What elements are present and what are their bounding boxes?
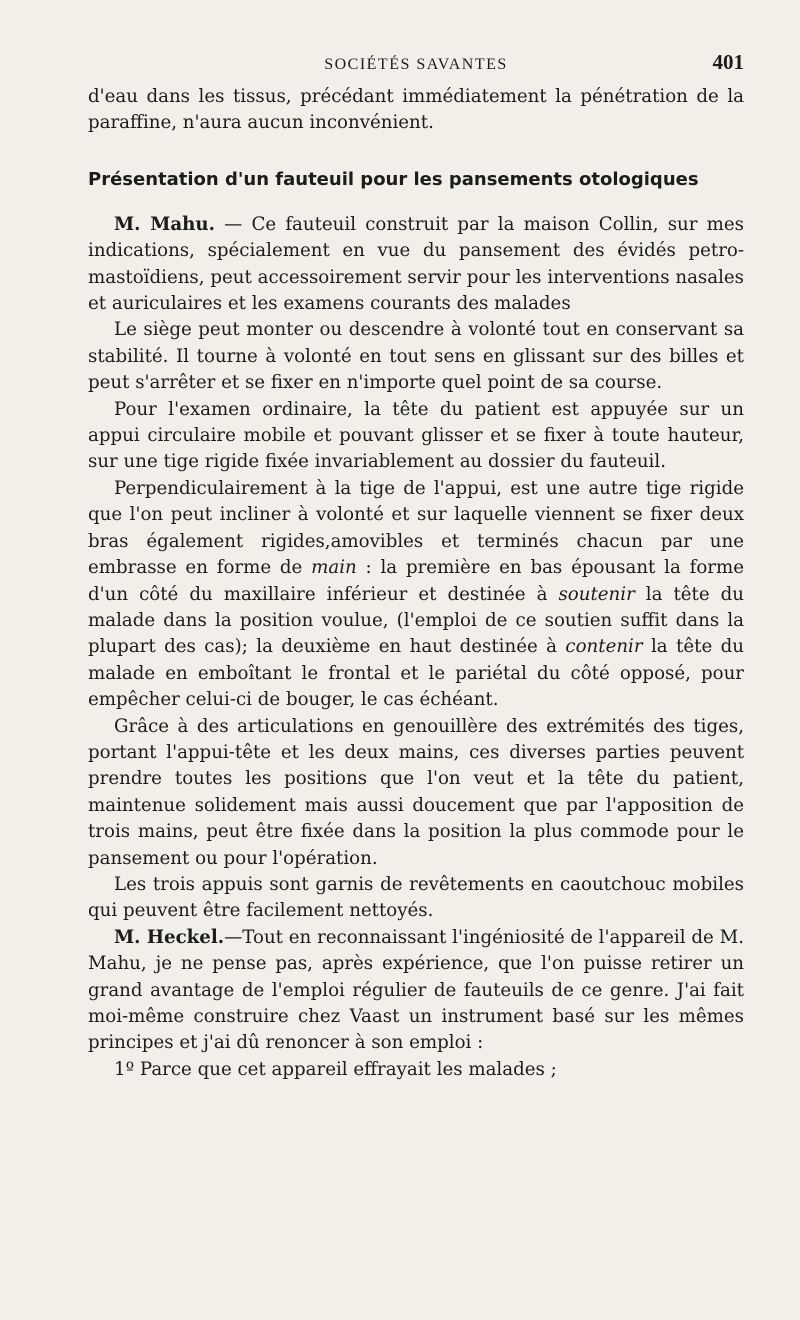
paragraph-exam: Pour l'examen ordinaire, la tête du patient est appuyée sur un appui circulaire mobile et pouvant glisser et se fixer à toute hauteur, sur une tige rigide fixée invariablement au dossier du fauteuil. — [88, 398, 744, 473]
paragraph-text: Perpendiculairement à la tige de l'appui, est une autre tige rigide que l'on peut incliner à volonté et sur laquelle viennent se fixer deux bras également rigides,amovibles et terminés chacun par une embrasse en forme de — [88, 477, 744, 579]
paragraph-text: la tête du malade en emboîtant le frontal et le pariétal du côté opposé, pour empêcher celui-ci de bouger, le cas échéant. — [88, 636, 744, 711]
paragraph-seat: Le siège peut monter ou descendre à volonté tout en conservant sa stabilité. Il tourne à volonté en tout sens en glissant sur des billes et peut s'arrêter et se fixer en n'importe quel point de sa course. — [88, 319, 744, 394]
paragraph-text: la tête du malade dans la position voulue, (l'emploi de ce soutien suffit dans la plupart des cas); la deuxième en haut destinée à — [88, 583, 744, 658]
paragraph-text: — Ce fauteuil construit par la maison Collin, sur mes indications, spécialement en vue du pansement des évidés petro-mastoïdiens, peut accessoirement servir pour les interventions nasales et auriculaires et les examens courants des malades — [88, 213, 744, 315]
paragraph-mahu — [88, 212, 744, 318]
paragraph-coatings: Les trois appuis sont garnis de revêtements en caoutchouc mobiles qui peuvent être facilement nettoyés. — [88, 873, 744, 922]
page-number: 401 — [712, 50, 744, 74]
italic-term: soutenir — [558, 583, 635, 605]
section-title: Présentation d'un fauteuil pour les pansements otologiques — [88, 168, 699, 190]
speaker-name: M. Heckel. — [114, 926, 225, 948]
paragraph-joints: Grâce à des articulations en genouillère des extrémités des tiges, portant l'appui-tête et les deux mains, ces diverses parties peuvent prendre toutes les positions que l'on veut et la tête du patient, maintenue solidement mais aussi doucement que par l'apposition de trois mains, peut être fixée dans la position la plus commode pour le pansement ou pour l'opération. — [88, 715, 744, 869]
paragraph-text: : la première en bas épousant la forme d'un côté du maxillaire inférieur et destinée à — [88, 557, 744, 605]
italic-term: main — [311, 557, 357, 579]
italic-term: contenir — [565, 636, 643, 658]
running-title: SOCIÉTÉS SAVANTES — [324, 56, 508, 73]
paragraph-heckel — [88, 925, 744, 1057]
running-header — [88, 50, 744, 80]
speaker-name: M. Mahu. — [114, 213, 215, 235]
paragraph-text: —Tout en reconnaissant l'ingéniosité de l'appareil de M. Mahu, je ne pense pas, après expérience, que l'on puisse retirer un grand avantage de l'emploi régulier de fauteuils de ce genre. J'ai fait moi-même construire chez Vaast un instrument basé sur les mêmes principes et j'ai dû renoncer à son emploi : — [88, 926, 744, 1054]
paragraph-arms — [88, 476, 744, 714]
continuation-paragraph: d'eau dans les tissus, précédant immédiatement la pénétration de la paraffine, n'aura aucun inconvénient. — [88, 86, 744, 134]
paragraph-first-reason: 1º Parce que cet appareil effrayait les malades ; — [114, 1058, 557, 1080]
